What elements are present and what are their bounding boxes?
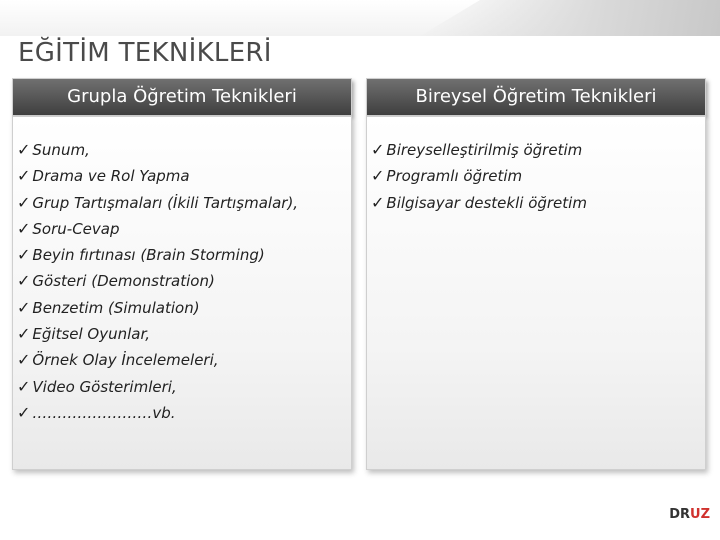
column-group-techniques [12, 78, 352, 470]
list-item-text: Bilgisayar destekli öğretim [386, 193, 587, 212]
list-item [17, 295, 351, 321]
checkmark-icon: ✓ [17, 245, 31, 265]
list-item-text: Sunum, [32, 141, 90, 159]
list-item [17, 374, 351, 400]
column-header-group: Grupla Öğretim Teknikleri [12, 78, 352, 116]
column-panel-individual [366, 116, 706, 470]
checkmark-icon: ✓ [17, 376, 31, 396]
list-item-text: Beyin fırtınası (Brain Storming) [32, 246, 265, 265]
page-title: EĞİTİM TEKNİKLERİ [18, 38, 272, 68]
list-item [371, 190, 705, 216]
list-item-text: Eğitsel Oyunlar, [32, 325, 151, 344]
list-item [17, 216, 351, 242]
list-item-text: Gösteri (Demonstration) [32, 272, 215, 291]
list-item [371, 137, 705, 163]
list-item-text: Drama ve Rol Yapma [32, 167, 190, 186]
checkmark-icon: ✓ [17, 324, 31, 344]
checkmark-icon: ✓ [371, 166, 385, 186]
list-item-text: Programlı öğretim [386, 167, 523, 186]
list-item [17, 137, 351, 163]
checkmark-icon: ✓ [17, 218, 31, 238]
list-item [17, 242, 351, 268]
checkmark-icon: ✓ [17, 350, 31, 370]
checkmark-icon: ✓ [17, 140, 31, 159]
column-header-individual: Bireysel Öğretim Teknikleri [366, 78, 706, 116]
checkmark-icon: ✓ [17, 297, 31, 317]
list-item-text: Benzetim (Simulation) [32, 298, 200, 317]
column-individual-techniques [366, 78, 706, 470]
checkmark-icon: ✓ [371, 140, 385, 159]
druz-logo: DRUZ [669, 507, 710, 522]
list-item [17, 163, 351, 189]
item-list-individual [367, 117, 705, 216]
list-item-text: ……………………vb. [32, 403, 176, 422]
checkmark-icon: ✓ [17, 402, 31, 422]
list-item-text: Soru-Cevap [32, 219, 120, 238]
list-item [17, 347, 351, 373]
list-item-text: Grup Tartışmaları (İkili Tartışmalar), [32, 193, 299, 212]
checkmark-icon: ✓ [17, 192, 31, 212]
list-item [17, 268, 351, 294]
checkmark-icon: ✓ [17, 166, 31, 186]
column-panel-group [12, 116, 352, 470]
list-item [17, 321, 351, 347]
checkmark-icon: ✓ [17, 271, 31, 291]
item-list-group [13, 117, 351, 426]
list-item [17, 190, 351, 216]
list-item-text: Örnek Olay İncelemeleri, [32, 351, 219, 370]
list-item-text: Video Gösterimleri, [32, 377, 177, 396]
list-item-text: Bireyselleştirilmiş öğretim [386, 141, 583, 159]
list-item [371, 163, 705, 189]
checkmark-icon: ✓ [371, 192, 385, 212]
list-item [17, 400, 351, 426]
